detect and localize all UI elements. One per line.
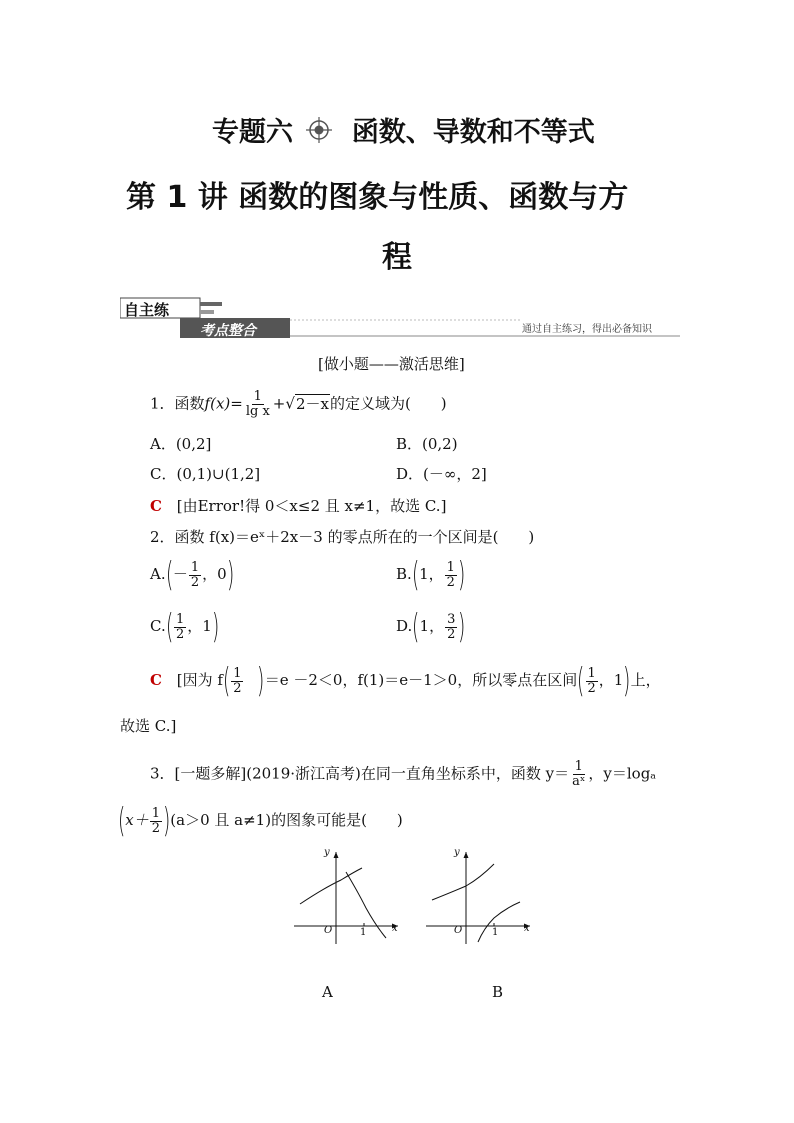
graph-a-tick-label: 1 — [360, 927, 367, 938]
q3-lead: 3．[一题多解](2019·浙江高考)在同一直角坐标系中，函数 y＝ — [150, 764, 570, 783]
graph-a — [286, 846, 406, 946]
banner-right-note: 通过自主练习，得出必备知识 — [522, 324, 652, 335]
q2-opt-b-num: 1 — [446, 559, 455, 575]
q3-line2-den: 2 — [151, 820, 161, 836]
q1-option-b: B．(0,2) — [396, 435, 458, 453]
graph-a-y-label: y — [324, 847, 330, 858]
q1-stem: 1．函数f(x)= $\frac{1}{\text{lg x}}$ +√2－x的定义域为( ) — [150, 389, 447, 419]
graph-b-curve-exp — [432, 864, 494, 900]
q2-opt-b-head: 1， — [419, 565, 444, 583]
q2-opt-d-label: D. — [396, 617, 413, 635]
q1-sqrt-arg: 2－x — [295, 394, 329, 413]
graph-b-y-label: y — [454, 847, 460, 858]
topic-prefix: 专题六 — [212, 117, 293, 148]
banner-sub-tag: 考点整合 — [200, 323, 256, 339]
q2-opt-c-den: 2 — [175, 626, 185, 642]
graph-b — [420, 846, 540, 946]
q3-line2-tail: (a＞0 且 a≠1)的图象可能是( ) — [170, 811, 403, 829]
graph-a-caption: A — [322, 983, 333, 1001]
graph-b-y-arrow — [464, 852, 469, 858]
graph-a-origin-label: O — [324, 925, 333, 936]
q1-plus: + — [272, 394, 286, 413]
q1-option-d: D．(－∞，2] — [396, 465, 487, 483]
q2-opt-d-num: 3 — [447, 611, 456, 627]
q3-stem-line2: (x＋ $\frac{1}{2}$ )(a＞0 且 a≠1)的图象可能是( ) — [117, 801, 403, 841]
q1-frac-num: 1 — [253, 389, 262, 404]
q2-opt-a-label: A. — [150, 565, 166, 583]
lecture-title-line1: 第 1 讲 函数的图象与性质、函数与方 — [126, 180, 629, 215]
q2-opt-d-head: 1， — [419, 617, 445, 635]
q3-line2-num: 1 — [151, 805, 161, 821]
topic-title: 函数、导数和不等式 — [351, 117, 595, 148]
q2-answer-letter: C — [150, 671, 162, 689]
q1-frac-den: lg x — [245, 404, 270, 419]
q3-frac-num: 1 — [574, 759, 583, 774]
q1-suffix: 的定义域为( ) — [329, 394, 447, 413]
q3-stem-line1 — [150, 760, 656, 789]
graph-b-curve-log — [478, 902, 520, 942]
topic-heading — [212, 110, 595, 151]
q1-prefix: 1．函数 — [150, 394, 205, 413]
q2-answer-den: 2 — [233, 680, 242, 696]
q2-opt-c-num: 1 — [175, 611, 185, 627]
q2-answer-end: 上， — [630, 671, 661, 689]
section-banner — [120, 296, 680, 342]
q2-answer-head: [因为 f — [176, 671, 223, 689]
graph-a-y-arrow — [334, 852, 339, 858]
q2-stem: 2．函数 f(x)＝eˣ＋2x－3 的零点所在的一个区间是( ) — [150, 528, 535, 546]
q2-opt-a-tail: ，0 — [202, 565, 227, 583]
q2-option-d: D.(1， $\frac{3}{2}$ ) — [396, 607, 466, 647]
q2-answer-int-num: 1 — [587, 665, 596, 681]
q1-fraction — [244, 390, 272, 419]
banner-left-tag: 自主练 — [124, 301, 170, 319]
graph-a-curve-exp — [300, 868, 362, 904]
q2-opt-c-tail: ，1 — [187, 617, 212, 635]
q2-answer-mid: ＝e －2＜0，f(1)＝e－1＞0，所以零点在区间 — [264, 671, 578, 689]
q3-frac-den: aˣ — [572, 774, 586, 789]
q2-answer-int-den: 2 — [587, 680, 596, 696]
graph-b-origin-label: O — [454, 925, 463, 936]
graph-b-tick-label: 1 — [492, 927, 499, 938]
q3-mid: ，y＝logₐ — [588, 764, 657, 783]
q2-option-b: B.(1， $\frac{1}{2}$ ) — [396, 555, 466, 595]
graph-b-x-label: x — [524, 923, 530, 934]
lecture-title-line2: 程 — [382, 240, 412, 275]
q1-answer-letter: C — [150, 497, 162, 515]
q1-fx: f(x)= — [204, 394, 243, 413]
graph-b-caption: B — [492, 983, 504, 1001]
q2-option-a: A.(－ $\frac{1}{2}$ ，0) — [150, 555, 234, 595]
q2-opt-a-den: 2 — [190, 574, 200, 590]
section-title: [做小题——激活思维] — [318, 355, 465, 373]
q2-answer-line2: 故选 C.] — [120, 717, 177, 735]
q2-answer-num: 1 — [233, 665, 242, 681]
q1-answer-text: [由Error!得 0＜x≤2 且 x≠1，故选 C.] — [176, 497, 447, 515]
q2-opt-b-label: B. — [396, 565, 412, 583]
q2-opt-a-num: 1 — [190, 559, 200, 575]
q3-line2-x: x＋ — [125, 811, 149, 829]
q2-opt-a-sign: － — [172, 565, 188, 583]
q2-opt-c-label: C. — [150, 617, 166, 635]
q2-answer-int-tail: ，1 — [598, 671, 624, 689]
q2-answer: C [因为 f( $\frac{1}{2}$ )＝e －2＜0，f(1)＝e－1＞0，所以零点在区间( $\frac{1}{2}$ ，1)上， — [150, 661, 661, 701]
q1-answer — [150, 496, 446, 516]
q1-option-a: A．(0,2] — [150, 435, 212, 453]
crosshair-icon — [302, 116, 336, 151]
q2-opt-d-den: 2 — [447, 626, 456, 642]
graph-a-x-label: x — [392, 923, 398, 934]
q2-option-c: C.( $\frac{1}{2}$ ，1) — [150, 607, 220, 647]
q2-opt-b-den: 2 — [446, 574, 455, 590]
q1-option-c: C．(0,1)∪(1,2] — [150, 465, 261, 483]
